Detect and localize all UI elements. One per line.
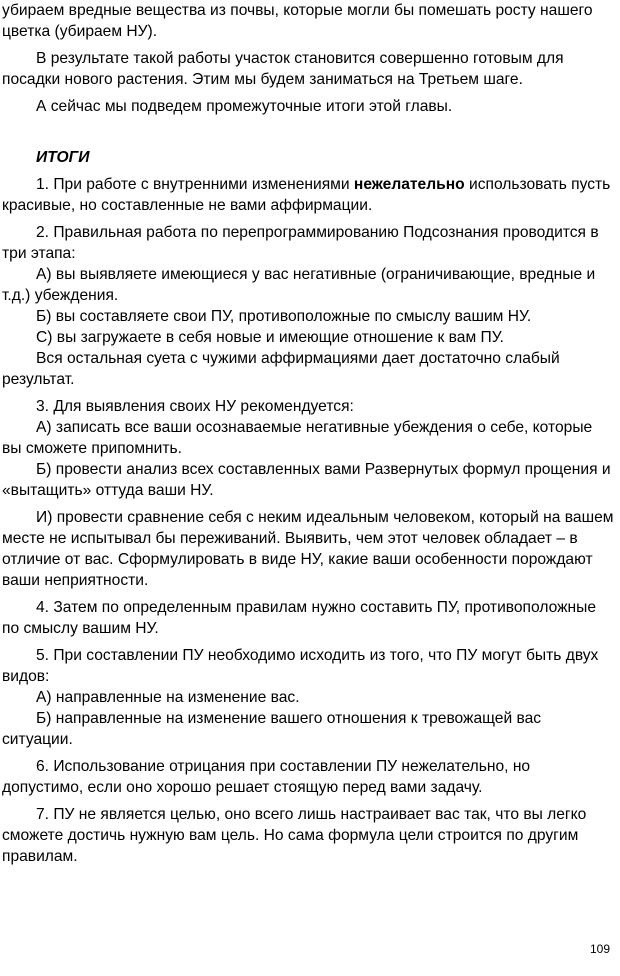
page-body bbox=[2, 0, 615, 867]
sub-item: Вся остальная суета с чужими аффирмациями дает достаточно слабый результат. bbox=[2, 350, 560, 388]
page-number: 109 bbox=[589, 942, 610, 956]
sub-item: А) записать все ваши осознаваемые негативные убеждения о себе, которые вы сможете припомнить. bbox=[2, 419, 593, 457]
sub-item: С) вы загружаете в себя новые и имеющие отношение к вам ПУ. bbox=[36, 329, 504, 346]
summary-item-6: 6. Использование отрицания при составлении ПУ нежелательно, но допустимо, если оно хорошо решает стоящую перед вами задачу. bbox=[2, 758, 531, 796]
sub-item: И) провести сравнение себя с неким идеальным человеком, который на вашем месте не испытывал бы переживаний. Выявить, чем этот человек обладает – в отличие от вас. Сформулировать в виде НУ, какие ваши особенности порождают ваши неприятности. bbox=[2, 509, 614, 589]
summary-item-2: 2. Правильная работа по перепрограммированию Подсознания проводится в три этапа: bbox=[2, 224, 599, 262]
section-heading: ИТОГИ bbox=[36, 149, 90, 166]
summary-item-5: 5. При составлении ПУ необходимо исходить из того, что ПУ могут быть двух видов: bbox=[2, 647, 599, 685]
item-text: использовать пусть красивые, но составленные не вами аффирмации. bbox=[2, 176, 611, 214]
summary-item-4: 4. Затем по определенным правилам нужно составить ПУ, противоположные по смыслу вашим НУ. bbox=[2, 599, 597, 637]
paragraph: убираем вредные вещества из почвы, которые могли бы помешать росту нашего цветка (убираем НУ). bbox=[2, 2, 593, 40]
sub-item: Б) вы составляете свои ПУ, противоположные по смыслу вашим НУ. bbox=[36, 308, 532, 325]
sub-item: Б) направленные на изменение вашего отношения к тревожащей вас ситуации. bbox=[2, 710, 542, 748]
emphasis-text: нежелательно bbox=[353, 176, 465, 193]
sub-item: А) вы выявляете имеющиеся у вас негативные (ограничивающие, вредные и т.д.) убеждения. bbox=[2, 266, 596, 304]
summary-item-7: 7. ПУ не является целью, оно всего лишь настраивает вас так, что вы легко сможете достичь нужную вам цель. Но сама формула цели строится по другим правилам. bbox=[2, 806, 587, 865]
sub-item: Б) провести анализ всех составленных вами Развернутых формул прощения и «вытащить» оттуда ваши НУ. bbox=[2, 461, 611, 499]
item-text: 1. При работе с внутренними изменениями bbox=[36, 176, 354, 193]
sub-item: А) направленные на изменение вас. bbox=[36, 689, 300, 706]
paragraph: В результате такой работы участок становится совершенно готовым для посадки нового растения. Этим мы будем заниматься на Третьем шаге. bbox=[2, 50, 564, 88]
summary-item-1 bbox=[2, 174, 615, 216]
paragraph: А сейчас мы подведем промежуточные итоги этой главы. bbox=[36, 98, 453, 115]
summary-item-3: 3. Для выявления своих НУ рекомендуется: bbox=[36, 398, 354, 415]
